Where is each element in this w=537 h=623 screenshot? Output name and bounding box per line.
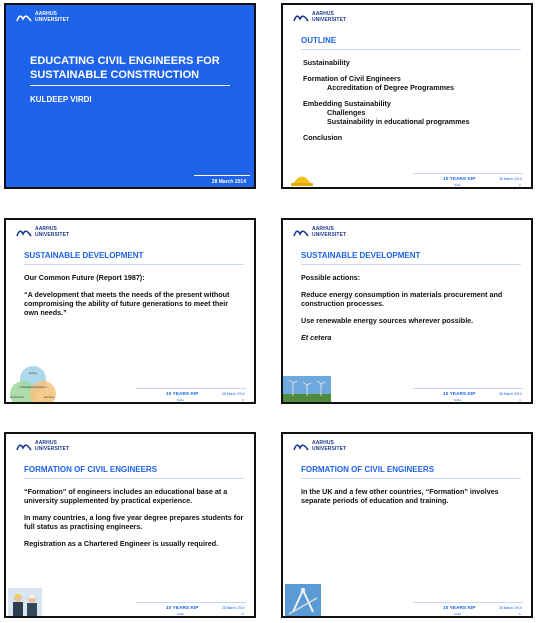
- footer-subtitle: Sofia: [454, 398, 461, 402]
- page-number: 4: [519, 398, 521, 402]
- slide-thumbnail-3[interactable]: [4, 218, 256, 404]
- title-divider: [30, 85, 230, 86]
- wave-logo-icon: [293, 443, 309, 451]
- outline-item: Sustainability: [303, 58, 350, 67]
- body-text: Registration as a Chartered Engineer is usually required.: [24, 539, 219, 548]
- date-divider: [194, 175, 250, 176]
- wave-logo-icon: [16, 14, 32, 22]
- footer-date: 28 March 2014: [499, 177, 522, 181]
- slide-body: [301, 487, 521, 513]
- venn-label-left: Environment: [10, 396, 24, 399]
- slide-thumbnail-1[interactable]: [4, 3, 256, 189]
- footer-date: 28 March 2014: [222, 392, 245, 396]
- university-logo: AARHUS UNIVERSITET: [16, 12, 69, 23]
- outline-subitem: Accreditation of Degree Programmes: [327, 83, 455, 92]
- wind-turbines-photo: [283, 376, 331, 404]
- body-text: “Formation” of engineers includes an educational base at a university supplemented by practical experience.: [24, 487, 228, 505]
- drafting-tools-icon: [285, 584, 321, 618]
- body-text: Reduce energy consumption in materials procurement and construction processes.: [301, 290, 503, 308]
- slide-heading: SUSTAINABLE DEVELOPMENT: [24, 251, 144, 260]
- body-text: Possible actions:: [301, 273, 361, 282]
- university-logo: AARHUS UNIVERSITET: [16, 227, 69, 238]
- footer-title: 10 YEARS KIP: [443, 177, 476, 182]
- venn-label-top: Society: [29, 372, 37, 375]
- venn-label-right: Economy: [44, 396, 54, 399]
- footer-date: 28 March 2014: [222, 606, 245, 610]
- page-number: 6: [519, 612, 521, 616]
- university-logo: AARHUS UNIVERSITET: [16, 441, 69, 452]
- heading-divider: [24, 264, 244, 265]
- wave-logo-icon: [16, 229, 32, 237]
- slide-date: 28 March 2014: [211, 179, 246, 185]
- quote-text: “A development that meets the needs of the present without compromising the ability of future generations to meet their own needs.”: [24, 290, 230, 317]
- outline-item: Formation of Civil Engineers: [303, 74, 401, 83]
- body-text: In the UK and a few other countries, “Formation” involves separate periods of education and training.: [301, 487, 499, 505]
- body-text: Our Common Future (Report 1987):: [24, 273, 145, 282]
- outline-list: [303, 58, 528, 142]
- outline-item: Conclusion: [303, 133, 343, 142]
- outline-item: Embedding Sustainability: [303, 99, 391, 108]
- footer-divider: [136, 602, 246, 603]
- body-text-italic: Et cetera: [301, 333, 332, 342]
- footer-title: 10 YEARS KIP: [443, 392, 476, 397]
- slide-body: [24, 487, 244, 556]
- footer-subtitle: Sofia: [177, 398, 184, 402]
- slide-thumbnail-2[interactable]: [281, 3, 533, 189]
- slide-heading: SUSTAINABLE DEVELOPMENT: [301, 251, 421, 260]
- slide-heading: FORMATION OF CIVIL ENGINEERS: [24, 465, 158, 474]
- slide-thumbnail-6[interactable]: [281, 432, 533, 618]
- heading-divider: [301, 264, 521, 265]
- page-number: 2: [519, 183, 521, 187]
- wave-logo-icon: [293, 229, 309, 237]
- footer-subtitle: Sofia: [454, 183, 461, 187]
- wave-logo-icon: [293, 14, 309, 22]
- slide-thumbnail-4[interactable]: [281, 218, 533, 404]
- footer-title: 10 YEARS KIP: [443, 606, 476, 611]
- body-text: In many countries, a long five year degree prepares students for full status as practising engineers.: [24, 513, 244, 531]
- body-text: Use renewable energy sources wherever possible.: [301, 316, 474, 325]
- footer-subtitle: Sofia: [177, 612, 184, 616]
- slide-heading: OUTLINE: [301, 36, 337, 45]
- footer-divider: [136, 388, 246, 389]
- venn-label-centre: Sustainable Development: [19, 386, 47, 389]
- author-name: KULDEEP VIRDI: [30, 95, 92, 104]
- heading-divider: [301, 478, 521, 479]
- footer-divider: [413, 388, 523, 389]
- footer-title: 10 YEARS KIP: [166, 606, 199, 611]
- university-logo: AARHUS UNIVERSITET: [293, 12, 346, 23]
- footer-divider: [413, 173, 523, 174]
- footer-date: 28 March 2014: [499, 606, 522, 610]
- footer-divider: [413, 602, 523, 603]
- footer-title: 10 YEARS KIP: [166, 392, 199, 397]
- hard-hat-icon: [291, 171, 313, 187]
- sustainability-venn-diagram: [8, 364, 58, 404]
- university-logo: AARHUS UNIVERSITET: [293, 441, 346, 452]
- page-number: 3: [242, 398, 244, 402]
- slide-body: [24, 273, 244, 325]
- slide-body: [301, 273, 521, 350]
- page-number: 5: [242, 612, 244, 616]
- engineers-photo: [8, 588, 42, 618]
- slide-thumbnail-5[interactable]: [4, 432, 256, 618]
- footer-date: 28 March 2014: [499, 392, 522, 396]
- wave-logo-icon: [16, 443, 32, 451]
- heading-divider: [24, 478, 244, 479]
- university-logo: AARHUS UNIVERSITET: [293, 227, 346, 238]
- heading-divider: [301, 49, 521, 50]
- slide-heading: FORMATION OF CIVIL ENGINEERS: [301, 465, 435, 474]
- presentation-title: EDUCATING CIVIL ENGINEERS FOR SUSTAINABLE CONSTRUCTION: [30, 55, 220, 81]
- footer-subtitle: Sofia: [454, 612, 461, 616]
- outline-subitem: Sustainability in educational programmes: [327, 117, 470, 126]
- outline-subitem: Challenges: [327, 108, 366, 117]
